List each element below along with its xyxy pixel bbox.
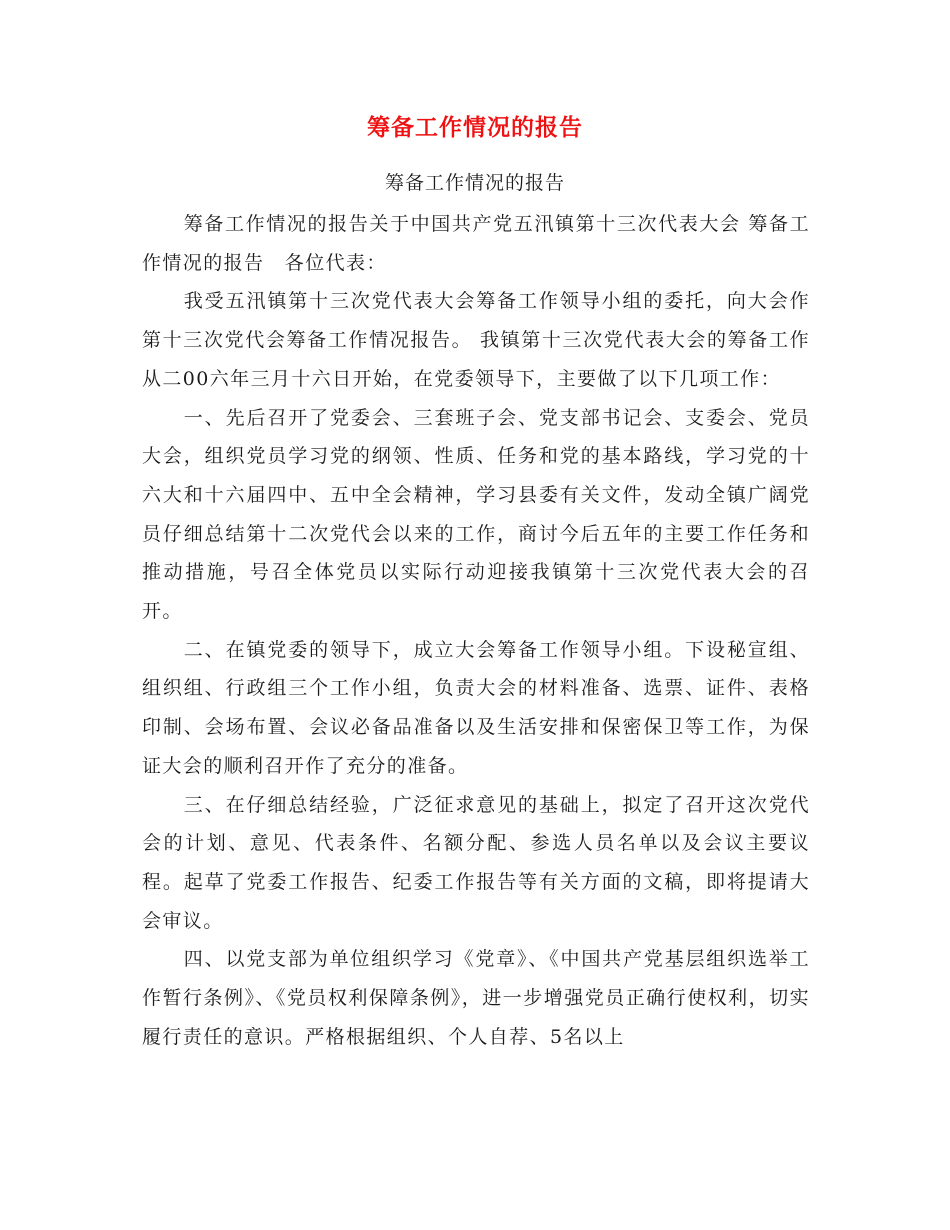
paragraph-item-2: 二、在镇党委的领导下，成立大会筹备工作领导小组。下设秘宣组、组织组、行政组三个工作小组，负责大会的材料准备、选票、证件、表格印制、会场布置、会议必备品准备以及生活安排和保密保卫等工作，为保证大会的顺利召开作了充分的准备。	[142, 638, 810, 777]
paragraph-item-4: 四、以党支部为单位组织学习《党章》、《中国共产党基层组织选举工作暂行条例》、《党员权利保障条例》，进一步增强党员正确行使权利，切实履行责任的意识。严格根据组织、个人自荐、5名以上	[142, 948, 810, 1048]
document-body	[142, 205, 810, 1056]
paragraph-item-3: 三、在仔细总结经验，广泛征求意见的基础上，拟定了召开这次党代会的计划、意见、代表条件、名额分配、参选人员名单以及会议主要议程。起草了党委工作报告、纪委工作报告等有关方面的文稿，即将提请大会审议。	[142, 793, 810, 932]
document-title: 筹备工作情况的报告	[367, 114, 583, 141]
document-subtitle: 筹备工作情况的报告	[384, 172, 565, 194]
paragraph-intro: 筹备工作情况的报告关于中国共产党五汛镇第十三次代表大会 筹备工作情况的报告 各位代表：	[142, 213, 810, 274]
paragraph-item-1: 一、先后召开了党委会、三套班子会、党支部书记会、支委会、党员大会，组织党员学习党的纲领、性质、任务和党的基本路线，学习党的十六大和十六届四中、五中全会精神，学习县委有关文件，发动全镇广阔党员仔细总结第十二次党代会以来的工作，商讨今后五年的主要工作任务和推动措施，号召全体党员以实际行动迎接我镇第十三次党代表大会的召开。	[142, 406, 810, 623]
paragraph-commission: 我受五汛镇第十三次党代表大会筹备工作领导小组的委托，向大会作第十三次党代会筹备工作情况报告。 我镇第十三次党代表大会的筹备工作从二00六年三月十六日开始，在党委领导下，主要做了以下几项工作：	[142, 290, 810, 390]
